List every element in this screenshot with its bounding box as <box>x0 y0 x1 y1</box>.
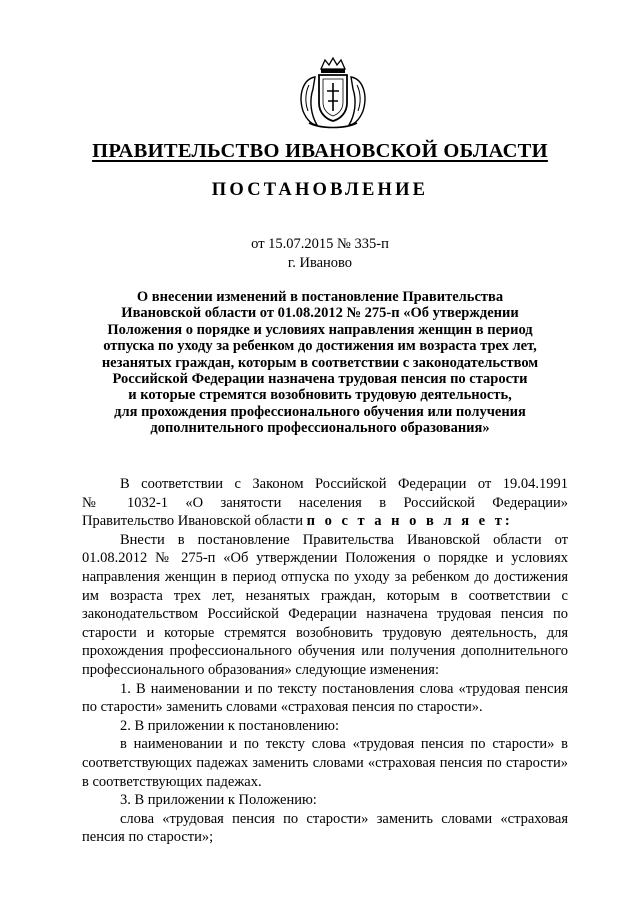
title-line: для прохождения профессионального обучения или получения <box>114 403 526 420</box>
paragraph: Внести в постановление Правительства Ивановской области от 01.08.2012 № 275-п «Об утверждении Положения о порядке и условиях направления женщин в период отпуска по уходу за ребенком до достижения им возраста трех лет, незанятых граждан, которым в соответствии с законодательством Российской Федерации назначена трудовая пенсия по старости и которые стремятся возобновить трудовую деятельность, для прохождения профессионального обучения или получения дополнительного профессионального образования» следующие изменения: <box>82 531 568 678</box>
organization-name: ПРАВИТЕЛЬСТВО ИВАНОВСКОЙ ОБЛАСТИ <box>92 140 548 162</box>
decree-verb: п о с т а н о в л я е т: <box>306 513 513 530</box>
title-line: незанятых граждан, которым в соответствии с законодательством <box>101 354 539 371</box>
paragraph: в наименовании и по тексту слова «трудовая пенсия по старости» в соответствующих падежах заменить словами «страховая пенсия по старости» в соответствующих падежах. <box>82 736 568 790</box>
ivanovo-region-coat-of-arms-icon <box>295 55 371 130</box>
paragraph: 2. В приложении к постановлению: <box>120 717 340 734</box>
paragraph: слова «трудовая пенсия по старости» заменить словами «страховая пенсия по старости»; <box>82 810 568 846</box>
title-line: О внесении изменений в постановление Правительства <box>136 289 504 305</box>
preamble-line: № 1032-1 «О занятости населения в Российской Федерации» <box>82 494 568 511</box>
decree-body <box>82 475 568 847</box>
preamble-decree-line <box>82 512 568 531</box>
title-line: Ивановской области от 01.08.2012 № 275-п «Об утверждении <box>121 305 519 322</box>
title-line: и которые стремятся возобновить трудовую деятельность, <box>128 387 512 404</box>
preamble-text: Правительство Ивановской области <box>82 513 307 530</box>
title-line: отпуска по уходу за ребенком до достижения им возраста трех лет, <box>103 338 537 355</box>
paragraph: 1. В наименовании и по тексту постановления слова «трудовая пенсия по старости» заменить словами «страховая пенсия по старости». <box>82 680 568 716</box>
decree-date-number: от 15.07.2015 № 335-п <box>251 236 389 252</box>
document-type: ПОСТАНОВЛЕНИЕ <box>211 180 429 200</box>
title-line: Положения о порядке и условиях направления женщин в период <box>107 321 533 338</box>
preamble-line: В соответствии с Законом Российской Федерации от 19.04.1991 <box>120 476 568 492</box>
city: г. Иваново <box>287 255 353 271</box>
paragraph: 3. В приложении к Положению: <box>120 792 317 809</box>
title-line: дополнительного профессионального образования» <box>150 420 490 437</box>
title-line: Российской Федерации назначена трудовая пенсия по старости <box>112 371 528 388</box>
decree-title <box>80 289 560 437</box>
